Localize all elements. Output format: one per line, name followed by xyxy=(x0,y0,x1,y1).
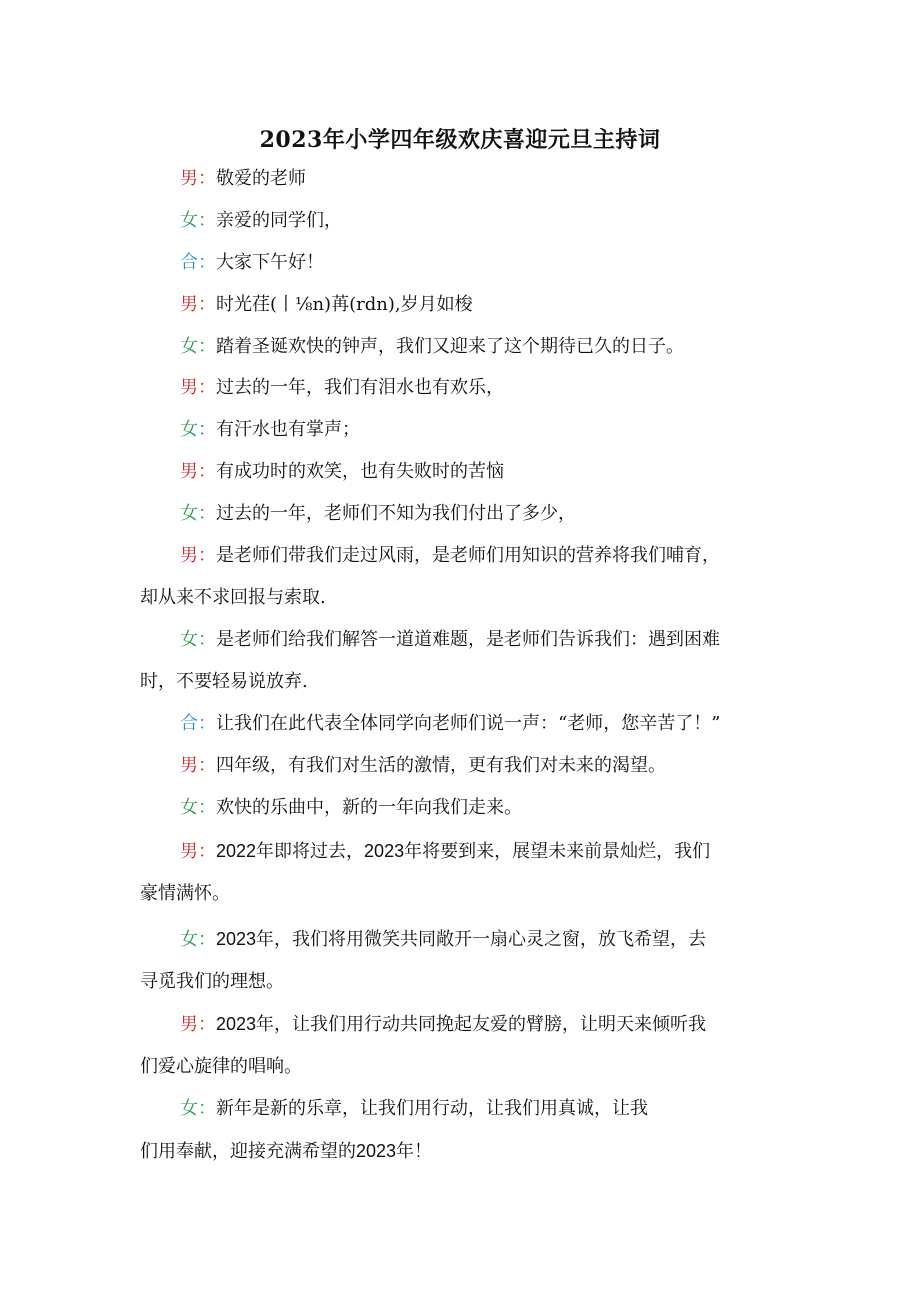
dialogue-line xyxy=(140,745,800,787)
document-title: 2023年小学四年级欢庆喜迎元旦主持词 xyxy=(259,127,661,153)
line-text: 是老师们给我们解答一道道难题，是老师们告诉我们：遇到困难 xyxy=(216,629,720,650)
line-text: 让我们在此代表全体同学向老师们说一声：“老师，您辛苦了！” xyxy=(216,713,721,734)
speaker-label: 男： xyxy=(180,545,216,566)
line-continuation: 寻觅我们的理想。 xyxy=(140,971,284,992)
line-text: 大家下午好！ xyxy=(216,252,324,273)
speaker-label: 合： xyxy=(180,252,216,273)
line-text: 时光荏(丨⅛n)苒(rdn),岁月如梭 xyxy=(216,294,473,315)
line-text: 踏着圣诞欢快的钟声，我们又迎来了这个期待已久的日子。 xyxy=(216,336,684,357)
speaker-label: 女： xyxy=(180,336,216,357)
line-text: 新年是新的乐章，让我们用行动，让我们用真诚，让我 xyxy=(216,1098,648,1119)
speaker-label: 女： xyxy=(180,419,216,440)
line-text: 是老师们带我们走过风雨，是老师们用知识的营养将我们哺育， xyxy=(216,545,720,566)
speaker-label: 合： xyxy=(180,713,216,734)
line-text: 敬爱的老师 xyxy=(216,168,306,189)
line-text: 欢快的乐曲中，新的一年向我们走来。 xyxy=(216,797,522,818)
line-continuation: 却从来不求回报与索取. xyxy=(140,587,326,608)
line-text: 四年级，有我们对生活的激情，更有我们对未来的渴望。 xyxy=(216,755,666,776)
line-text: 亲爱的同学们， xyxy=(216,210,342,231)
line-text: 过去的一年，我们有泪水也有欢乐， xyxy=(216,377,504,398)
dialogue-line xyxy=(140,830,800,915)
speaker-label: 女： xyxy=(180,1098,216,1119)
dialogue-line xyxy=(140,619,800,703)
dialogue-line xyxy=(140,284,800,326)
line-continuation: 豪情满怀。 xyxy=(140,883,230,904)
line-continuation: 们用奉献，迎接充满希望的2023年！ xyxy=(140,1141,433,1161)
line-continuation: 们爱心旋律的唱响。 xyxy=(140,1056,302,1077)
line-text: 过去的一年，老师们不知为我们付出了多少， xyxy=(216,503,576,524)
dialogue-line xyxy=(140,451,800,493)
line-continuation: 时，不要轻易说放弃. xyxy=(140,671,308,692)
line-text: 2022年即将过去，2023年将要到来，展望未来前景灿烂，我们 xyxy=(216,841,711,861)
dialogue-line xyxy=(140,493,800,535)
speaker-label: 女： xyxy=(180,797,216,818)
line-text: 2023年，我们将用微笑共同敞开一扇心灵之窗，放飞希望，去 xyxy=(216,929,707,949)
line-text: 有成功时的欢笑，也有失败时的苦恼 xyxy=(216,461,504,482)
dialogue-line xyxy=(140,1088,800,1172)
speaker-label: 男： xyxy=(180,755,216,776)
dialogue-line xyxy=(140,200,800,242)
speaker-label: 女： xyxy=(180,210,216,231)
dialogue-line xyxy=(140,1003,800,1088)
dialogue-line xyxy=(140,326,800,368)
speaker-label: 女： xyxy=(180,629,216,650)
line-text: 有汗水也有掌声； xyxy=(216,419,360,440)
dialogue-line xyxy=(140,918,800,1003)
dialogue-line xyxy=(140,787,800,829)
dialogue-line xyxy=(140,367,800,409)
speaker-label: 男： xyxy=(180,377,216,398)
speaker-label: 男： xyxy=(180,294,216,315)
speaker-label: 女： xyxy=(180,929,216,950)
speaker-label: 男： xyxy=(180,841,216,862)
dialogue-line xyxy=(140,158,800,200)
dialogue-line xyxy=(140,409,800,451)
speaker-label: 女： xyxy=(180,503,216,524)
dialogue-line xyxy=(140,242,800,284)
speaker-label: 男： xyxy=(180,168,216,189)
speaker-label: 男： xyxy=(180,461,216,482)
line-text: 2023年，让我们用行动共同挽起友爱的臂膀，让明天来倾听我 xyxy=(216,1014,707,1034)
dialogue-line xyxy=(140,703,800,745)
dialogue-line xyxy=(140,535,800,619)
speaker-label: 男： xyxy=(180,1014,216,1035)
